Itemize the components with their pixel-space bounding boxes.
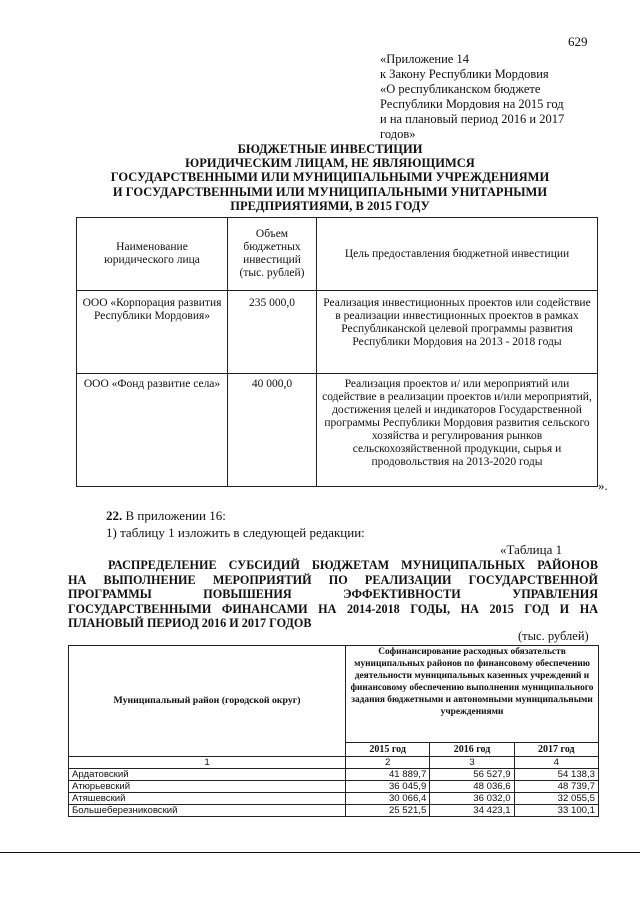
title-line: ПРОГРАММЫ ПОВЫШЕНИЯ ЭФФЕКТИВНОСТИ УПРАВЛЕНИЯ: [68, 587, 598, 601]
title-line: ПРЕДПРИЯТИЯМИ, В 2015 ГОДУ: [230, 198, 430, 213]
table-row: [69, 805, 599, 817]
table-row: [69, 793, 599, 805]
table-row: [77, 291, 598, 374]
value-2016: 34 423,1: [430, 805, 514, 817]
title-line: ГОСУДАРСТВЕННЫМИ ФИНАНСАМИ НА 2014-2018 ГОДЫ, НА 2015 ГОД И НА: [68, 601, 598, 616]
col-number: 3: [430, 757, 514, 769]
title-line: ГОСУДАРСТВЕННЫМИ ИЛИ МУНИЦИПАЛЬНЫМИ УЧРЕЖДЕНИЯМИ: [110, 170, 550, 185]
title-line: И ГОСУДАРСТВЕННЫМИ ИЛИ МУНИЦИПАЛЬНЫМИ УНИТАРНЫМИ: [112, 184, 548, 199]
table-header-row: [69, 646, 599, 743]
title-line: НА ВЫПОЛНЕНИЕ МЕРОПРИЯТИЙ ПО РЕАЛИЗАЦИИ ГОСУДАРСТВЕННОЙ: [68, 572, 598, 587]
title-line: РАСПРЕДЕЛЕНИЕ СУБСИДИЙ БЮДЖЕТАМ МУНИЦИПАЛЬНЫХ РАЙОНОВ: [108, 558, 598, 572]
year-2017: 2017 год: [514, 743, 598, 757]
year-2015: 2015 год: [346, 743, 430, 757]
appendix-line: «О республиканском бюджете: [380, 82, 541, 96]
table-header-row: [77, 218, 598, 291]
table-row: [69, 769, 599, 781]
header-cofinancing: Софинансирование расходных обязательств муниципальных районов по финансовому обеспечению деятельности муниципальных казенных учреждений и финансовому обеспечению выполнения муниципального задания бюджетными и автономными муниципальными учреждениями: [346, 646, 599, 743]
cell-goal: Реализация проектов и/ или мероприятий или содействие в реализации проектов и/или мероприятий, достижения целей и индикаторов Государственной программы Республики Мордовия развития сельского хозяйства и регулирования рынков сельскохозяйственной продукции, сырья и продовольствия на 2013-2020 годы: [317, 374, 598, 487]
district-name: Ардатовский: [69, 769, 346, 781]
item-22-text: В приложении 16:: [122, 508, 226, 523]
units-label: (тыс. рублей): [518, 629, 589, 643]
district-name: Атюрьевский: [69, 781, 346, 793]
year-2016: 2016 год: [430, 743, 514, 757]
cell-name: ООО «Фонд развитие села»: [77, 374, 228, 487]
cell-volume: 40 000,0: [228, 374, 317, 487]
cell-volume: 235 000,0: [228, 291, 317, 374]
page-number: 629: [568, 34, 588, 49]
appendix-reference: [380, 52, 610, 142]
investments-title: [60, 142, 600, 213]
value-2015: 25 521,5: [346, 805, 430, 817]
col-number: 2: [346, 757, 430, 769]
appendix-line: и на плановый период 2016 и 2017: [380, 112, 565, 126]
value-2017: 32 055,5: [514, 793, 598, 805]
header-name: Наименование юридического лица: [77, 218, 228, 291]
value-2015: 30 066,4: [346, 793, 430, 805]
title-line: ЮРИДИЧЕСКИМ ЛИЦАМ, НЕ ЯВЛЯЮЩИМСЯ: [185, 156, 475, 171]
district-name: Большеберезниковский: [69, 805, 346, 817]
table-label: «Таблица 1: [500, 542, 563, 557]
appendix-line: Республики Мордовия на 2015 год: [380, 97, 564, 111]
item-1: 1) таблицу 1 изложить в следующей редакции:: [106, 525, 365, 540]
subsidies-title: [68, 558, 598, 631]
col-number: 1: [69, 757, 346, 769]
table-closing-quote: ».: [598, 478, 608, 493]
cell-goal: Реализация инвестиционных проектов или содействие в реализации инвестиционных проектов в рамках Республиканской целевой программы развития Республики Мордовия на 2013 - 2018 годы: [317, 291, 598, 374]
appendix-line: «Приложение 14: [380, 52, 469, 66]
header-district: Муниципальный район (городской округ): [69, 646, 346, 757]
value-2016: 48 036,6: [430, 781, 514, 793]
appendix-line: годов»: [380, 127, 416, 141]
header-goal: Цель предоставления бюджетной инвестиции: [317, 218, 598, 291]
value-2015: 36 045,9: [346, 781, 430, 793]
title-line: БЮДЖЕТНЫЕ ИНВЕСТИЦИИ: [237, 142, 423, 156]
table-row: [77, 374, 598, 487]
page-bottom-rule: [0, 852, 640, 853]
item-22: [106, 508, 226, 524]
investments-table: [76, 217, 598, 487]
district-name: Атяшевский: [69, 793, 346, 805]
cell-name: ООО «Корпорация развития Республики Мордовия»: [77, 291, 228, 374]
header-volume: Объем бюджетных инвестиций (тыс. рублей): [228, 218, 317, 291]
subsidies-table: [68, 645, 599, 817]
value-2017: 33 100,1: [514, 805, 598, 817]
title-line: ПЛАНОВЫЙ ПЕРИОД 2016 И 2017 ГОДОВ: [68, 616, 312, 630]
value-2016: 56 527,9: [430, 769, 514, 781]
col-number: 4: [514, 757, 598, 769]
value-2016: 36 032,0: [430, 793, 514, 805]
table-row: [69, 781, 599, 793]
value-2015: 41 889,7: [346, 769, 430, 781]
table-column-numbers: [69, 757, 599, 769]
value-2017: 54 138,3: [514, 769, 598, 781]
appendix-line: к Закону Республики Мордовия: [380, 67, 549, 81]
value-2017: 48 739,7: [514, 781, 598, 793]
item-22-number: 22.: [106, 508, 123, 523]
